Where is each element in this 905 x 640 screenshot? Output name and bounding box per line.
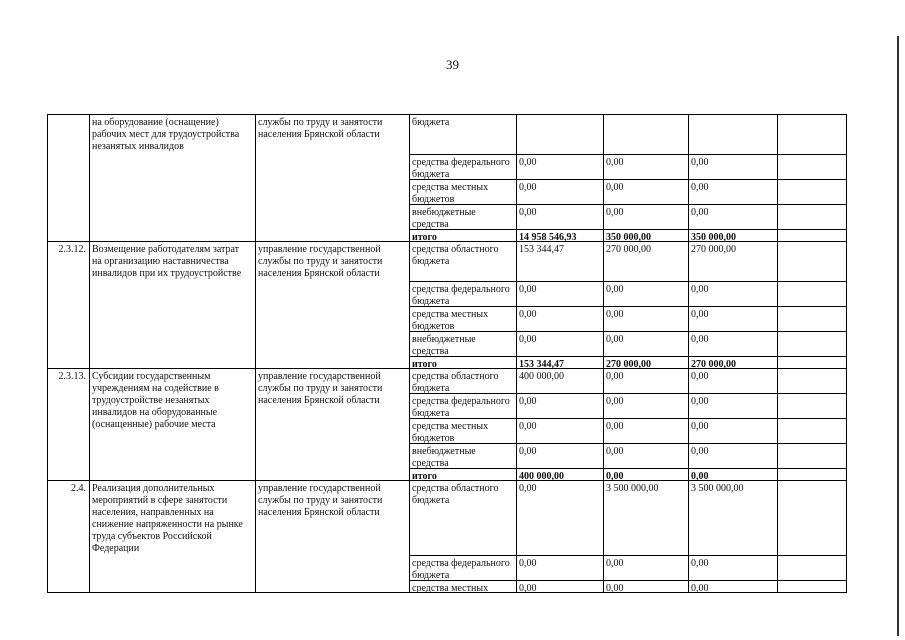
- funding-source-cell: итого: [410, 469, 517, 480]
- value-cell: 350 000,00: [689, 230, 778, 241]
- value-cell: 0,00: [517, 282, 604, 306]
- funding-source-cell: внебюджетные средства: [410, 205, 517, 229]
- value-cell: [778, 369, 847, 393]
- value-cell: 350 000,00: [604, 230, 689, 241]
- value-cell: [778, 307, 847, 331]
- value-cell: 0,00: [604, 205, 689, 229]
- value-cell: 0,00: [604, 180, 689, 204]
- value-cell: [778, 581, 847, 592]
- value-cell: [778, 155, 847, 179]
- value-cell: 0,00: [517, 180, 604, 204]
- value-cell: 0,00: [604, 444, 689, 468]
- funding-source-cell: внебюджетные средства: [410, 332, 517, 356]
- value-cell: [604, 115, 689, 154]
- value-cell: [778, 556, 847, 580]
- item-executor: управление государственной службы по труду и занятости населения Брянской области: [256, 369, 410, 481]
- budget-table: [47, 114, 847, 593]
- value-cell: 0,00: [689, 394, 778, 418]
- funding-source-cell: средства местных: [410, 581, 517, 592]
- value-cell: 0,00: [517, 307, 604, 331]
- funding-source-cell: средства федерального бюджета: [410, 394, 517, 418]
- value-cell: 0,00: [604, 332, 689, 356]
- funding-source-cell: итого: [410, 357, 517, 368]
- value-cell: [778, 115, 847, 154]
- value-cell: 0,00: [604, 469, 689, 480]
- value-cell: 0,00: [689, 180, 778, 204]
- value-cell: 0,00: [604, 155, 689, 179]
- value-cell: [778, 469, 847, 480]
- value-cell: 270 000,00: [604, 242, 689, 281]
- item-number: 2.4.: [48, 481, 90, 593]
- item-name: Реализация дополнительных мероприятий в сфере занятости населения, направленных на снижение напряженности на рынке труда субъектов Российской Федерации: [90, 481, 256, 593]
- value-cell: 270 000,00: [689, 242, 778, 281]
- value-cell: 0,00: [689, 155, 778, 179]
- value-cell: 0,00: [517, 556, 604, 580]
- value-cell: 0,00: [689, 369, 778, 393]
- value-cell: 0,00: [689, 332, 778, 356]
- value-cell: 400 000,00: [517, 369, 604, 393]
- value-cell: 153 344,47: [517, 242, 604, 281]
- value-cell: 3 500 000,00: [689, 481, 778, 555]
- value-cell: 0,00: [689, 556, 778, 580]
- value-cell: 0,00: [517, 419, 604, 443]
- value-cell: [778, 394, 847, 418]
- value-cell: 0,00: [604, 282, 689, 306]
- funding-source-cell: бюджета: [410, 115, 517, 154]
- value-cell: 3 500 000,00: [604, 481, 689, 555]
- value-cell: [778, 180, 847, 204]
- value-cell: 0,00: [689, 419, 778, 443]
- value-cell: 0,00: [689, 205, 778, 229]
- value-cell: [778, 205, 847, 229]
- value-cell: 0,00: [689, 444, 778, 468]
- funding-source-cell: средства местных бюджетов: [410, 419, 517, 443]
- value-cell: 0,00: [689, 307, 778, 331]
- value-cell: [778, 282, 847, 306]
- item-number: 2.3.12.: [48, 242, 90, 369]
- scan-edge-line: [897, 36, 899, 636]
- value-cell: 0,00: [604, 419, 689, 443]
- value-cell: 0,00: [517, 394, 604, 418]
- value-cell: 0,00: [517, 444, 604, 468]
- item-name: Возмещение работодателям затрат на организацию наставничества инвалидов при их трудоустройстве: [90, 242, 256, 369]
- value-cell: [517, 115, 604, 154]
- value-cell: [778, 419, 847, 443]
- value-cell: 0,00: [689, 581, 778, 592]
- funding-source-cell: внебюджетные средства: [410, 444, 517, 468]
- value-cell: [778, 481, 847, 555]
- item-executor: управление государственной службы по труду и занятости населения Брянской области: [256, 242, 410, 369]
- value-cell: [689, 115, 778, 154]
- value-cell: 0,00: [689, 469, 778, 480]
- value-cell: 0,00: [517, 481, 604, 555]
- value-cell: 14 958 546,93: [517, 230, 604, 241]
- funding-source-cell: итого: [410, 230, 517, 241]
- item-executor: службы по труду и занятости населения Брянской области: [256, 115, 410, 242]
- value-cell: 0,00: [517, 581, 604, 592]
- funding-source-cell: средства местных бюджетов: [410, 180, 517, 204]
- value-cell: [778, 230, 847, 241]
- value-cell: [778, 242, 847, 281]
- item-number: [48, 115, 90, 242]
- item-number: 2.3.13.: [48, 369, 90, 481]
- value-cell: 270 000,00: [604, 357, 689, 368]
- funding-source-cell: средства местных бюджетов: [410, 307, 517, 331]
- value-cell: 0,00: [604, 394, 689, 418]
- item-executor: управление государственной службы по труду и занятости населения Брянской области: [256, 481, 410, 593]
- value-cell: 153 344,47: [517, 357, 604, 368]
- funding-source-cell: средства областного бюджета: [410, 481, 517, 555]
- value-cell: [778, 332, 847, 356]
- funding-source-cell: средства федерального бюджета: [410, 282, 517, 306]
- value-cell: 0,00: [517, 205, 604, 229]
- value-cell: 0,00: [604, 581, 689, 592]
- page-number: 39: [446, 57, 459, 72]
- funding-source-cell: средства федерального бюджета: [410, 155, 517, 179]
- value-cell: 0,00: [517, 332, 604, 356]
- item-name: Субсидии государственным учреждениям на содействие в трудоустройстве незанятых инвалидов на оборудованные (оснащенные) рабочие места: [90, 369, 256, 481]
- value-cell: 0,00: [604, 369, 689, 393]
- funding-source-cell: средства областного бюджета: [410, 369, 517, 393]
- funding-source-cell: средства федерального бюджета: [410, 556, 517, 580]
- value-cell: 0,00: [604, 307, 689, 331]
- value-cell: 0,00: [689, 282, 778, 306]
- value-cell: [778, 357, 847, 368]
- value-cell: 400 000,00: [517, 469, 604, 480]
- value-cell: 0,00: [604, 556, 689, 580]
- value-cell: [778, 444, 847, 468]
- item-name: на оборудование (оснащение) рабочих мест для трудоустройства незанятых инвалидов: [90, 115, 256, 242]
- value-cell: 270 000,00: [689, 357, 778, 368]
- value-cell: 0,00: [517, 155, 604, 179]
- funding-source-cell: средства областного бюджета: [410, 242, 517, 281]
